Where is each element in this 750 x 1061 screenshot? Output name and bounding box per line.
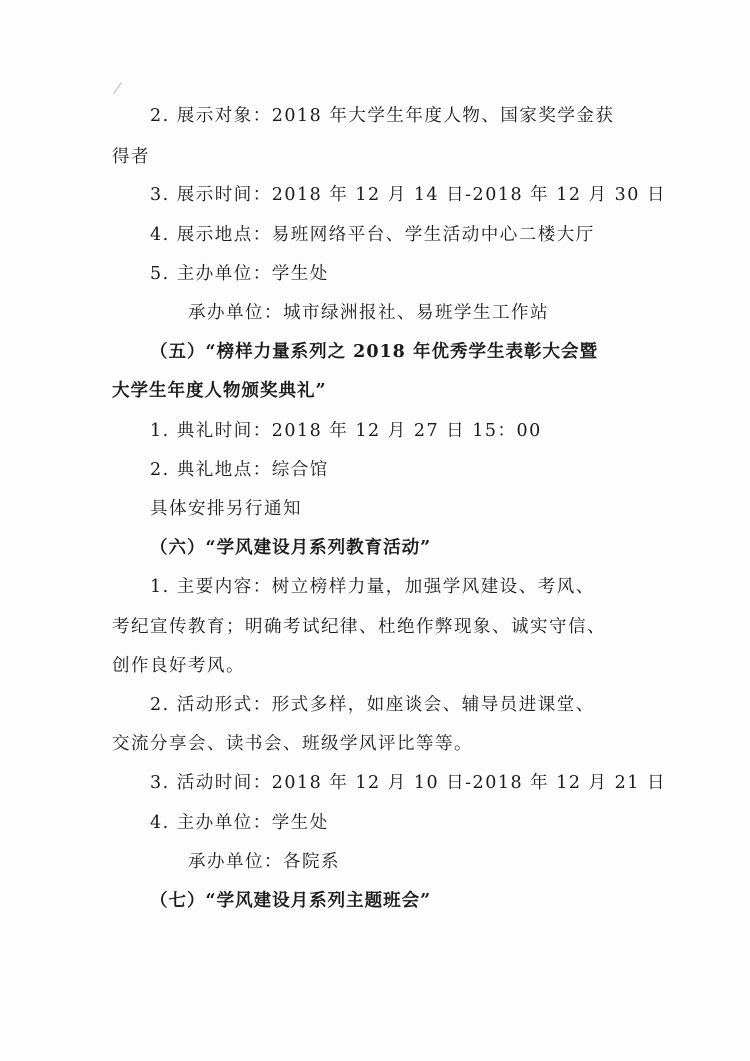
section-seven-heading: （七）“学风建设月系列主题班会” — [150, 891, 432, 911]
ceremony-location-line: 2. 典礼地点：综合馆 — [150, 460, 329, 480]
organizer-line-2: 4. 主办单位：学生处 — [150, 813, 329, 833]
section-five-heading-line-1: （五）“榜样力量系列之 2018 年优秀学生表彰大会暨 — [150, 342, 598, 362]
exhibit-location-line: 4. 展示地点：易班网络平台、学生活动中心二楼大厅 — [150, 225, 595, 245]
exhibit-target-line-1: 2. 展示对象：2018 年大学生年度人物、国家奖学金获 — [150, 106, 615, 126]
co-organizer-line-2: 承办单位：各院系 — [188, 852, 340, 872]
section-six-heading: （六）“学风建设月系列教育活动” — [150, 538, 432, 558]
content-line-2: 考纪宣传教育；明确考试纪律、杜绝作弊现象、诚实守信、 — [112, 617, 606, 637]
content-line-1: 1. 主要内容：树立榜样力量，加强学风建设、考风、 — [150, 577, 595, 597]
organizer-line: 5. 主办单位：学生处 — [150, 264, 329, 284]
content-line-3: 创作良好考风。 — [112, 656, 245, 676]
pen-mark — [113, 82, 130, 100]
exhibit-time-line: 3. 展示时间：2018 年 12 月 14 日-2018 年 12 月 30 日 — [150, 185, 666, 205]
co-organizer-line: 承办单位：城市绿洲报社、易班学生工作站 — [188, 303, 549, 323]
section-five-heading-line-2: 大学生年度人物颁奖典礼” — [112, 381, 327, 401]
exhibit-target-line-2: 得者 — [112, 147, 150, 167]
format-line-2: 交流分享会、读书会、班级学风评比等等。 — [112, 734, 473, 754]
format-line-1: 2. 活动形式：形式多样，如座谈会、辅导员进课堂、 — [150, 695, 595, 715]
ceremony-time-line: 1. 典礼时间：2018 年 12 月 27 日 15：00 — [150, 421, 542, 441]
arrangement-note-line: 具体安排另行通知 — [150, 499, 302, 519]
activity-time-line: 3. 活动时间：2018 年 12 月 10 日-2018 年 12 月 21 日 — [150, 773, 666, 793]
